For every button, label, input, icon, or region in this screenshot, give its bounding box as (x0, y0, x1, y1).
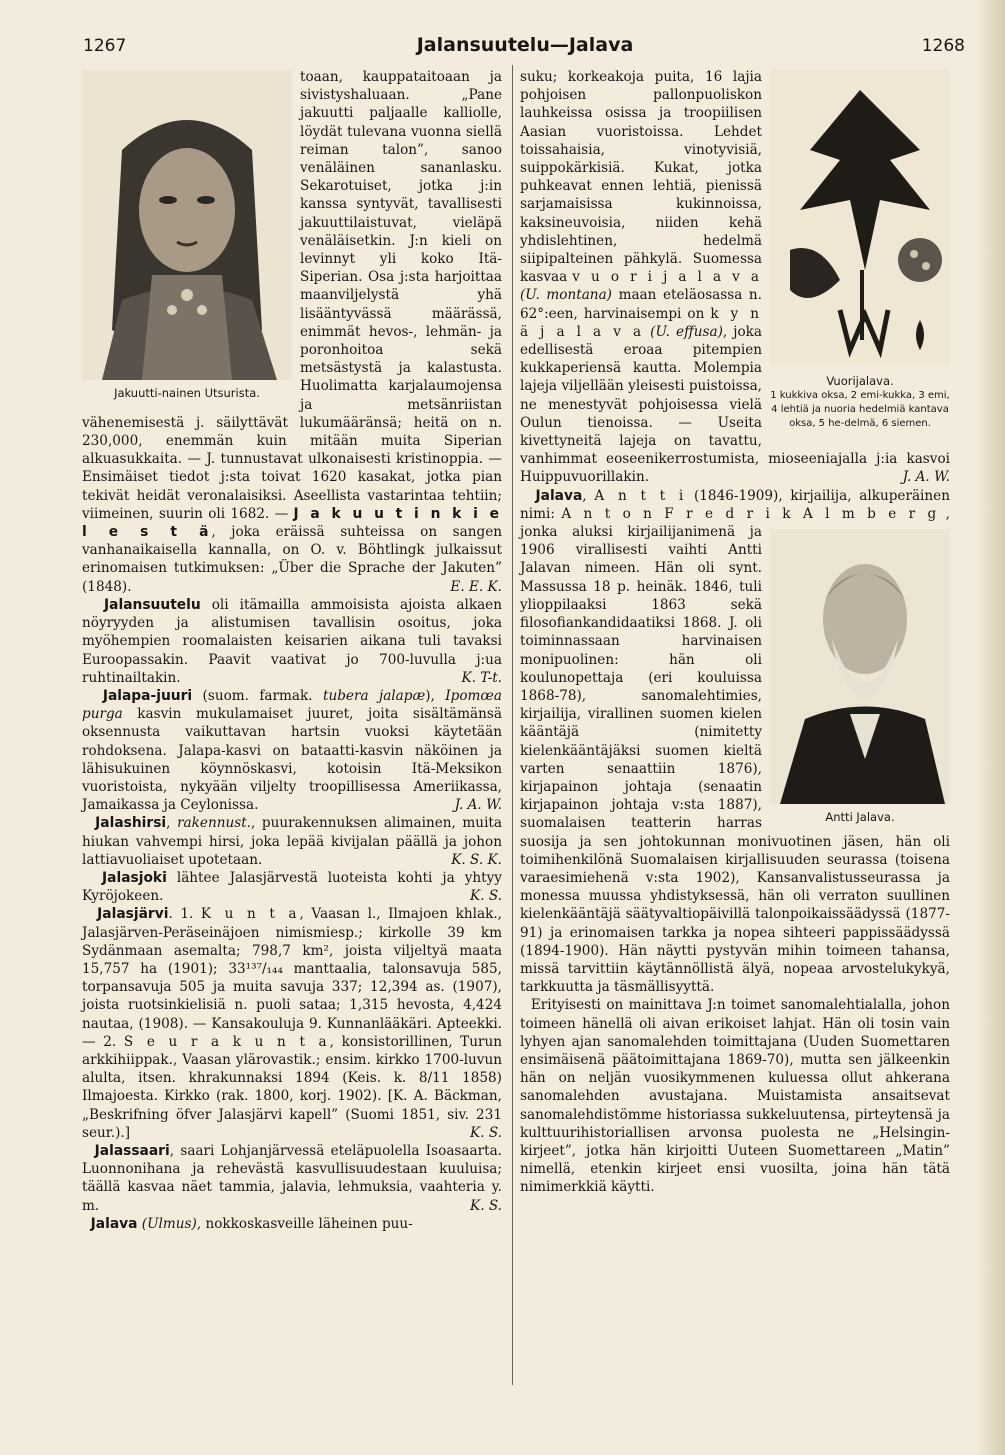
entry-text-italic: tubera jalapæ (323, 687, 426, 704)
signature: K. S. K. (451, 851, 502, 868)
entry-text: , konsistorillinen, Turun arkkihiippak., Vaasan ylärovastik.; ensim. kirkko 1700-luvun alulta, itsen. khrakunnaksi 1894 (Keis. k. 8/11 1858) Ilmajoesta. Kirkko (rak. 1800, korj. 1902). [K. A. Bäckman, „Beskrifning öfver Jalasjärvi kapell” (Suomi 1851, siv. 231 seur.).] (82, 1033, 502, 1141)
intro-text: toaan, kauppataitoaan ja sivistyshaluaan. „Pane jakuutti paljaalle kalliolle, löydät tulevana vuonna siellä reiman talon”, sanoo venäläinen sananlasku. Sekarotuiset, jotka j:in kanssa syntyvät, tavallisesti jakuuttilaistuvat, vieläpä venäläisetkin. J:n kieli on levinnyt yli koko Itä-Siperian. Osa j:sta harjoittaa maanviljelystä yhä lisääntyvässä määrässä, enimmät hevos-, lehmän- ja poronhoitoa sekä metsästystä ja kalastusta. Huolimatta karjalaumojensa ja metsänriistan vähenemisestä j. säilyttävät lukumääränsä; heitä on n. 230,000, enemmän kuin mitään muita Siperian alkuasukkaita. — J. tunnustavat ulkonaisesti kristinoppia. — Ensimäiset tiedot j:sta toivat 1620 kasakat, jotka pian tekivät heidät veronalaisiksi. Aseellista vastarintaa tehtiin; viimeinen, suurin oli 1682. — (82, 69, 502, 522)
entry-jalava-antti (520, 487, 950, 997)
signature: E. E. K. (450, 578, 502, 595)
entry-text: . 1. (168, 906, 201, 923)
headword: Jalapa-juuri (102, 687, 193, 704)
headword: Jalashirsi (95, 815, 167, 832)
running-title: Jalansuutelu—Jalava (416, 34, 634, 56)
species-latin: (U. montana) (520, 287, 612, 304)
headword: Jalassaari (94, 1142, 170, 1159)
entry-text: Erityisesti on mainittava J:n toimet sanomalehtialalla, johon toimeen hänellä oli aivan erikoiset lahjat. Hän oli tosin vain lyhyen ajan sanomalehden toimittajana (Uuden Suomettaren ensimäisenä päätoimittajana 1869-70), mutta sen jälkeenkin hän on neljän vuosikymmenen kuluessa ollut ahkerana sanomalehden avustajana. Muistamista ansaitsevat sanomalehdistömme historiassa sukkeluutensa, pirteytensä ja kulttuurihistoriallisen arvonsa puolesta ne „Helsingin-kirjeet”, jotka hän kirjoitti Uuteen Suomettareen „Matin” nimellä, etenkin kirjeet ensi vuosilta, joina hän tätä nimimerkkiä käytti. (520, 997, 950, 1196)
headword: Jalava (90, 1215, 138, 1232)
entry-text: maan eteläosassa n. 62°:een, harvinaisempi on (520, 287, 762, 322)
entry-text-italic: (Ulmus) (141, 1215, 197, 1232)
entry-text: , nokkoskasveille läheinen puu- (196, 1215, 413, 1232)
entry-text-italic: rakennust. (177, 815, 251, 832)
entry-text: , jonka aluksi kirjailijanimenä ja 1906 virallisesti vaihti Antti Jalavan nimeen. Hän oli synt. Massussa 18 p. heinäk. 1846, tuli ylioppilaaksi 1863 sekä filosofiankandidaatiksi 1868. J. oli toiminnassaan harvinaisen monipuolinen: hän oli koulunopettaja (eri kouluissa 1868-78), sanomalehtimies, kirjailija, virallinen suomen kielen kääntäjä (nimitetty kielenkääntäjäksi suomen kieltä varten senaattiin 1876), kirjapainon johtaja (senaatin kirjapainon johtaja v:sta 1887), suomalaisen teatterin harras suosija ja sen johtokunnan monivuotinen jäsen, hän oli toimihenkilönä Suomalaisen kirjallisuuden seurassa (toisena varaesimiehenä v:sta 1902), Kansanvalistusseurassa ja monessa muussa yhdistyksessä, hän oli verraton suullinen kielenkääntäjä säätyvaltiopäivillä talonpoikaissäädyssä (1877-91) ja erinomaisen tarkka ja nopea sihteeri pappissäädyssä (1894-1900). Hän näytti pystyvän mihin toimeen tahansa, missä tarvittiin käytännöllistä älyä, nopeaa arvostelukykyä, tarkkuutta ja täsmällisyyttä. (520, 505, 950, 996)
left-column (82, 68, 502, 1233)
intro-text-c: , joka eräissä suhteissa on sangen vanhanaikaisella kannalla, on O. v. Böhtlingk julkaissut erinomaisen tutkimuksen: „Über die Sprache der Jakuten” (1848). (82, 524, 502, 595)
entry-jalassaari (82, 1142, 502, 1215)
figure-antti-jalava (770, 529, 950, 824)
signature: J. A. W. (454, 797, 502, 814)
headword: Jalasjärvi (97, 906, 169, 923)
portrait-woman-image (82, 70, 292, 380)
caption-description: 1 kukkiva oksa, 2 emi-kukka, 3 emi, 4 lehtiä ja nuoria hedelmiä kantava oksa, 5 he-delmä, 6 siemen. (770, 390, 950, 429)
entry-jalava-continued (520, 68, 950, 487)
elm-branch-illustration (770, 70, 950, 365)
portrait-antti-jalava-image (770, 529, 950, 804)
entry-jalava-tree (82, 1215, 502, 1233)
entry-text: ), (425, 687, 446, 704)
subentry-language: J a k u u t i n k i e l e s t ä (82, 505, 502, 541)
page-edge-shadow (977, 0, 1005, 1455)
right-page-number: 1268 (921, 36, 965, 56)
entry-text-spaced: S e u r a k u n t a (123, 1033, 330, 1050)
entry-text: , (582, 487, 595, 504)
headword: Jalasjoki (102, 869, 167, 886)
entry-text-italic: Ipomœa purga (82, 687, 502, 723)
entry-jalasjoki (82, 869, 502, 905)
species-name-spaced: k y n ä j a l a v a (520, 305, 762, 340)
entry-text: oli itämailla ammoisista ajoista alkaen nöyryyden ja alistumisen tavallisin osoitus, joka myöhempien roomalaisten keisarien aikana tuli tavaksi Euroopassakin. Paavit vaativat jo 700-luvulla j:ua ruhtinailtakin. (82, 596, 502, 686)
entry-jalashirsi (82, 814, 502, 869)
entry-text: , joka edellisestä eroaa pitempien kukkaperiensä kautta. Molempia lajeja viljellään yleisesti puistoissa, ne menestyvät pohjoisessa vielä Oulun tienoissa. — Useita kivettyneitä lajeja on tavattu, vanhimmat eoseenikerrostumista, mioseeniajalla j:ia kasvoi Huippuvuorillakin. (520, 323, 950, 486)
species-name-spaced: v u o r i j a l a v a (572, 269, 762, 286)
figure-jakuutti-woman (82, 70, 292, 400)
paragraph-jakuutit (82, 68, 502, 596)
paragraph-newspaper-work (520, 996, 950, 1196)
entry-text: lähtee Jalasjärvestä luoteista kohti ja yhtyy Kyröjokeen. (82, 869, 502, 905)
headword: Jalava (535, 487, 583, 504)
entry-text: (suom. farmak. (192, 687, 323, 704)
entry-text: (1846-1909), kirjailija, alkuperäinen nimi: (520, 487, 950, 522)
signature: J. A. W. (902, 469, 950, 486)
signature: K. S. (470, 1197, 502, 1214)
entry-text-spaced: A n t t i (594, 487, 687, 504)
entry-text: , puurakennuksen alimainen, muita hiukan vahvempi hirsi, joka lepää kivijalan päällä ja johon lattiavuoliaiset upotetaan. (82, 815, 502, 868)
entry-text: suku; korkeakoja puita, 16 lajia pohjoisen pallonpuoliskon lauhkeissa osissa ja troopiilisen Aasian vuoristoissa. Lehdet toissahaisia, vinotyvisiä, suippokärkisiä. Kukat, jotka puhkeavat ennen lehtiä, pienissä sarjamaisissa kukinnoissa, kaksineuvoisia, niiden kehä yhdislehtinen, hedelmä siipipalteinen pähkylä. Suomessa kasvaa (520, 69, 762, 286)
signature: K. S. (470, 888, 502, 905)
signature: K. S. (470, 1124, 502, 1141)
entry-text: kasvin mukulamaiset juuret, joita sisältämänsä oksennusta vaikuttavan hartsin vuoksi käytetään rohdoksena. Jalapa-kasvi on bataatti-kasvin näköinen ja lähisukuinen köynnöskasvi, kotoisin Itä-Meksikon vuoristoista, nykyään viljelty troopillisessa Ameriikassa, Jamaikassa ja Ceylonissa. (82, 706, 502, 814)
entry-text: , saari Lohjanjärvessä eteläpuolella Isoasaarta. Luonnonihana ja rehevästä kasvullisuudestaan kuuluisa; täällä kasvaa näet tammia, jalavia, lehmuksia, vaahteria y. m. (82, 1142, 502, 1214)
page-header (75, 30, 975, 60)
entry-jalansuutelu (82, 596, 502, 687)
figure-caption-left: Jakuutti-nainen Utsurista. (114, 386, 260, 400)
figure-caption-right2: Antti Jalava. (825, 810, 895, 825)
entry-text-spaced: A n t o n F r e d r i k A l m b e r g (561, 505, 940, 522)
figure-caption-right1 (770, 375, 950, 430)
headword: Jalansuutelu (104, 596, 201, 613)
left-page-number: 1267 (83, 36, 127, 56)
signature: K. T-t. (461, 669, 502, 686)
entry-jalapa-juuri (82, 687, 502, 814)
entry-jalasjarvi (82, 905, 502, 1142)
entry-text: , (166, 815, 178, 832)
figure-vuorijalava (770, 70, 950, 430)
caption-title: Vuorijalava. (826, 374, 894, 388)
entry-text: , Vaasan l., Ilmajoen khlak., Jalasjärven-Peräseinäjoen nimismiesp.; kirkolle 39 km Sydänmaan asemalta; 798,7 km², joista viljeltyä maata 15,757 ha (1901); 33¹³⁷/₁₄₄ manttaalia, talonsavuja 585, torpansavuja 505 ja muita savuja 337; 12,394 as. (1907), joista ruotsinkielisiä n. puoli sataa; 1,315 hevosta, 4,424 nautaa, (1908). — Kansakouluja 9. Kunnanlääkäri. Apteekki. — 2. (82, 906, 502, 1050)
right-column (520, 68, 950, 1197)
entry-text-spaced: K u n t a (200, 906, 300, 923)
species-latin: (U. effusa) (650, 323, 723, 340)
column-divider (512, 65, 513, 1385)
